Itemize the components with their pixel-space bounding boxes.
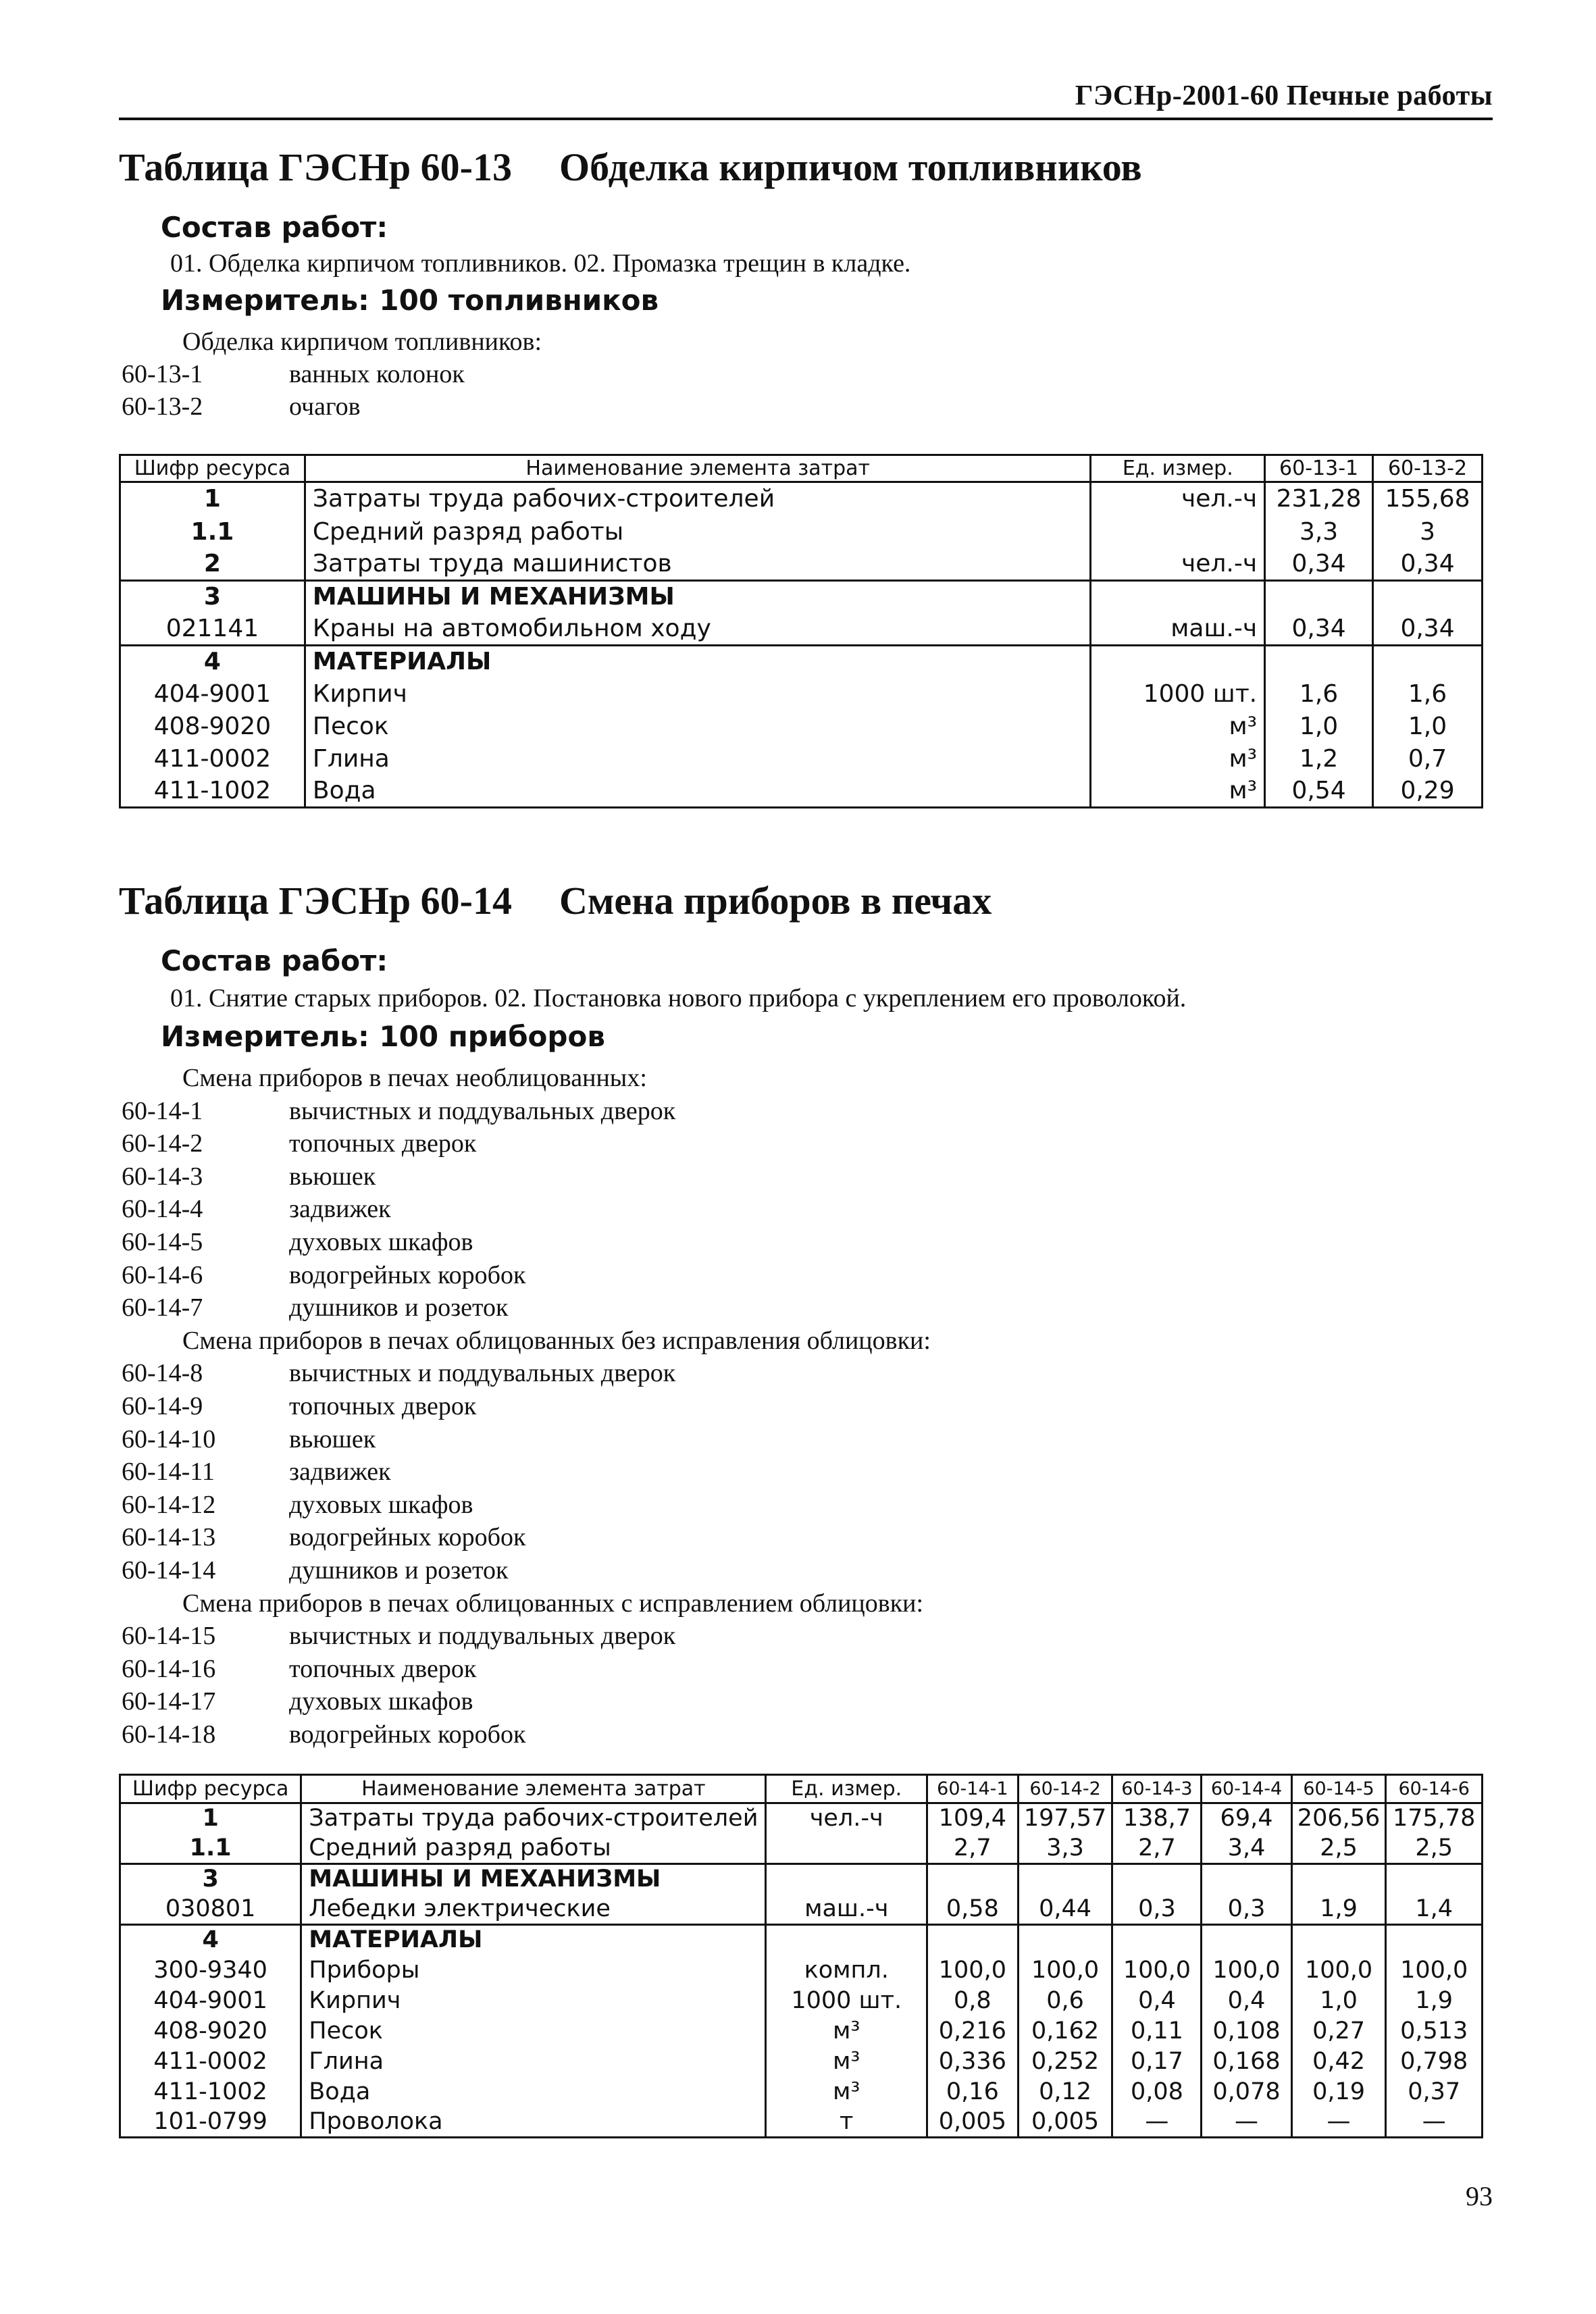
- table-row: [120, 775, 1483, 808]
- resource-name: Глина: [301, 2047, 766, 2077]
- resource-value: 3,3: [1265, 516, 1373, 548]
- column-header: Ед. измер.: [766, 1775, 927, 1803]
- list-item: [122, 1391, 476, 1421]
- list-item: [122, 1654, 476, 1684]
- list-item: [122, 1457, 391, 1487]
- list-item: [122, 1424, 376, 1454]
- resource-value: 138,7: [1112, 1803, 1202, 1834]
- resource-code: 1.1: [120, 1834, 301, 1864]
- resource-value: 1,2: [1265, 743, 1373, 775]
- table13-title: [119, 145, 1142, 190]
- table14-title: [119, 878, 992, 923]
- item-code: 60-14-12: [122, 1490, 216, 1519]
- resource-unit: т: [766, 2107, 927, 2138]
- resource-unit: м³: [766, 2077, 927, 2107]
- resource-value: 0,7: [1373, 743, 1483, 775]
- resource-value: [1265, 581, 1373, 613]
- resource-unit: [1091, 646, 1265, 678]
- resource-name: МАТЕРИАЛЫ: [305, 646, 1091, 678]
- resource-code: 404-9001: [120, 678, 305, 711]
- table13-item: [122, 392, 361, 421]
- resource-value: 0,42: [1291, 2047, 1386, 2077]
- table-row: [120, 548, 1483, 581]
- column-header: Ед. измер.: [1091, 455, 1265, 482]
- resource-value: [927, 1925, 1019, 1955]
- page-number: 93: [1466, 2181, 1493, 2211]
- list-item: [122, 1227, 473, 1257]
- item-code: 60-13-1: [122, 360, 203, 388]
- resource-name: Песок: [305, 711, 1091, 743]
- header-rule: [119, 118, 1493, 120]
- resource-value: 2,7: [927, 1834, 1019, 1864]
- resource-value: 0,34: [1373, 548, 1483, 581]
- resource-value: 0,58: [927, 1895, 1019, 1925]
- item-code: 60-14-1: [122, 1096, 203, 1125]
- resource-code: 1: [120, 482, 305, 516]
- resource-value: [1291, 1864, 1386, 1895]
- resource-value: 0,168: [1202, 2047, 1291, 2077]
- column-header: Наименование элемента затрат: [305, 455, 1091, 482]
- resource-value: 197,57: [1018, 1803, 1112, 1834]
- resource-value: [1112, 1925, 1202, 1955]
- resource-code: 3: [120, 581, 305, 613]
- resource-table-60-14: [119, 1774, 1483, 2138]
- resource-value: 0,798: [1386, 2047, 1483, 2077]
- item-code: 60-14-17: [122, 1687, 216, 1716]
- resource-value: 0,54: [1265, 775, 1373, 808]
- running-head: ГЭСНр-2001-60 Печные работы: [1075, 80, 1493, 111]
- list-item: [122, 1162, 376, 1191]
- resource-code: 411-1002: [120, 2077, 301, 2107]
- resource-name: Средний разряд работы: [301, 1834, 766, 1864]
- resource-name: Кирпич: [301, 1986, 766, 2016]
- table-header-row: [120, 1775, 1483, 1803]
- resource-name: Лебедки электрические: [301, 1895, 766, 1925]
- resource-value: 0,108: [1202, 2016, 1291, 2047]
- list-item: [122, 1129, 476, 1158]
- resource-code: 1: [120, 1803, 301, 1834]
- list-item: [122, 1522, 525, 1552]
- resource-value: 155,68: [1373, 482, 1483, 516]
- table14-sostav-label: Состав работ:: [161, 944, 388, 977]
- item-name: топочных дверок: [289, 1654, 477, 1683]
- resource-value: 100,0: [1386, 1955, 1483, 1986]
- resource-value: 100,0: [1291, 1955, 1386, 1986]
- resource-value: 0,4: [1112, 1986, 1202, 2016]
- resource-code: 411-1002: [120, 775, 305, 808]
- item-name: вычистных и поддувальных дверок: [289, 1622, 676, 1651]
- resource-value: [1112, 1864, 1202, 1895]
- resource-value: 0,12: [1018, 2077, 1112, 2107]
- item-name: душников и розеток: [289, 1293, 509, 1322]
- item-code: 60-14-18: [122, 1720, 216, 1749]
- column-header: 60-14-3: [1112, 1775, 1202, 1803]
- resource-table-60-13: [119, 454, 1483, 808]
- group-title: Смена приборов в печах облицованных с исправлением облицовки:: [182, 1589, 924, 1618]
- resource-name: Вода: [305, 775, 1091, 808]
- resource-value: 0,4: [1202, 1986, 1291, 2016]
- list-item: [122, 1555, 509, 1585]
- list-item: [122, 1260, 525, 1290]
- resource-value: 0,44: [1018, 1895, 1112, 1925]
- resource-unit: маш.-ч: [766, 1895, 927, 1925]
- resource-value: 0,162: [1018, 2016, 1112, 2047]
- resource-value: 100,0: [1112, 1955, 1202, 1986]
- resource-value: 2,5: [1291, 1834, 1386, 1864]
- resource-code: 408-9020: [120, 2016, 301, 2047]
- table-row: [120, 646, 1483, 678]
- item-code: 60-14-6: [122, 1260, 203, 1289]
- resource-code: 411-0002: [120, 743, 305, 775]
- item-code: 60-14-3: [122, 1162, 203, 1191]
- resource-value: [1373, 646, 1483, 678]
- resource-unit: [1091, 516, 1265, 548]
- table13-item: [122, 359, 465, 389]
- list-item: [122, 1293, 509, 1322]
- column-header: Наименование элемента затрат: [301, 1775, 766, 1803]
- column-header: Шифр ресурса: [120, 455, 305, 482]
- resource-value: —: [1291, 2107, 1386, 2138]
- resource-value: —: [1386, 2107, 1483, 2138]
- table14-title-name: Смена приборов в печах: [559, 879, 992, 923]
- table-row: [120, 2047, 1483, 2077]
- resource-unit: 1000 шт.: [1091, 678, 1265, 711]
- resource-value: 0,27: [1291, 2016, 1386, 2047]
- table13-group-title: Обделка кирпичом топливников:: [182, 328, 542, 356]
- resource-name: Приборы: [301, 1955, 766, 1986]
- resource-value: 100,0: [927, 1955, 1019, 1986]
- item-name: вычистных и поддувальных дверок: [289, 1359, 676, 1388]
- resource-value: [1386, 1925, 1483, 1955]
- resource-unit: [766, 1864, 927, 1895]
- item-name: водогрейных коробок: [289, 1720, 526, 1749]
- list-item: [122, 1096, 675, 1126]
- resource-value: 1,0: [1265, 711, 1373, 743]
- table-row: [120, 1925, 1483, 1955]
- resource-value: 3,4: [1202, 1834, 1291, 1864]
- resource-value: 175,78: [1386, 1803, 1483, 1834]
- item-code: 60-14-2: [122, 1129, 203, 1158]
- group-title: Смена приборов в печах необлицованных:: [182, 1064, 647, 1092]
- column-header: 60-14-4: [1202, 1775, 1291, 1803]
- resource-value: 1,6: [1373, 678, 1483, 711]
- table13-title-number: Таблица ГЭСНр 60-13: [119, 145, 512, 189]
- table14-izmeritel: Измеритель: 100 приборов: [161, 1020, 605, 1053]
- resource-name: Краны на автомобильном ходу: [305, 613, 1091, 646]
- resource-unit: [1091, 581, 1265, 613]
- resource-code: 300-9340: [120, 1955, 301, 1986]
- table-header-row: [120, 455, 1483, 482]
- resource-value: 0,078: [1202, 2077, 1291, 2107]
- resource-code: 3: [120, 1864, 301, 1895]
- resource-name: Песок: [301, 2016, 766, 2047]
- item-code: 60-14-11: [122, 1458, 215, 1487]
- resource-name: Затраты труда рабочих-строителей: [301, 1803, 766, 1834]
- resource-value: [1018, 1925, 1112, 1955]
- column-header: 60-13-1: [1265, 455, 1373, 482]
- resource-unit: м³: [766, 2016, 927, 2047]
- resource-name: Затраты труда рабочих-строителей: [305, 482, 1091, 516]
- item-code: 60-14-15: [122, 1622, 216, 1651]
- list-item: [122, 1194, 391, 1224]
- resource-value: 0,17: [1112, 2047, 1202, 2077]
- item-code: 60-14-13: [122, 1523, 216, 1552]
- item-name: вьюшек: [289, 1162, 376, 1191]
- resource-unit: м³: [1091, 711, 1265, 743]
- table14-sostav-text: 01. Снятие старых приборов. 02. Постановка нового прибора с укреплением его проволокой.: [170, 984, 1187, 1012]
- table13-sostav-label: Состав работ:: [161, 211, 388, 244]
- resource-unit: чел.-ч: [1091, 482, 1265, 516]
- table13-izmeritel: Измеритель: 100 топливников: [161, 284, 659, 317]
- item-name: водогрейных коробок: [289, 1523, 526, 1552]
- resource-value: 69,4: [1202, 1803, 1291, 1834]
- item-code: 60-14-14: [122, 1556, 216, 1585]
- resource-value: 231,28: [1265, 482, 1373, 516]
- resource-value: 0,29: [1373, 775, 1483, 808]
- table-row: [120, 613, 1483, 646]
- table-row: [120, 743, 1483, 775]
- table13-sostav-text: 01. Обделка кирпичом топливников. 02. Промазка трещин в кладке.: [170, 249, 911, 278]
- table-row: [120, 711, 1483, 743]
- resource-value: 0,3: [1202, 1895, 1291, 1925]
- item-name: задвижек: [289, 1458, 391, 1487]
- resource-value: 1,4: [1386, 1895, 1483, 1925]
- resource-value: 2,5: [1386, 1834, 1483, 1864]
- resource-unit: маш.-ч: [1091, 613, 1265, 646]
- resource-value: 0,513: [1386, 2016, 1483, 2047]
- resource-unit: 1000 шт.: [766, 1986, 927, 2016]
- resource-name: МАШИНЫ И МЕХАНИЗМЫ: [301, 1864, 766, 1895]
- group-title: Смена приборов в печах облицованных без исправления облицовки:: [182, 1326, 931, 1355]
- item-code: 60-14-7: [122, 1293, 203, 1322]
- resource-name: Кирпич: [305, 678, 1091, 711]
- table-row: [120, 516, 1483, 548]
- resource-value: 109,4: [927, 1803, 1019, 1834]
- resource-unit: [766, 1834, 927, 1864]
- table-row: [120, 1955, 1483, 1986]
- resource-value: 100,0: [1202, 1955, 1291, 1986]
- resource-value: 2,7: [1112, 1834, 1202, 1864]
- resource-value: [1373, 581, 1483, 613]
- resource-unit: [766, 1925, 927, 1955]
- table-row: [120, 1986, 1483, 2016]
- resource-value: —: [1112, 2107, 1202, 2138]
- table-row: [120, 2077, 1483, 2107]
- resource-code: 4: [120, 1925, 301, 1955]
- resource-unit: м³: [1091, 775, 1265, 808]
- table-row: [120, 678, 1483, 711]
- resource-value: [1386, 1864, 1483, 1895]
- resource-value: [1202, 1925, 1291, 1955]
- resource-value: 0,005: [927, 2107, 1019, 2138]
- resource-value: 0,34: [1265, 613, 1373, 646]
- list-item: [122, 1358, 675, 1388]
- item-name: очагов: [289, 392, 361, 421]
- column-header: 60-13-2: [1373, 455, 1483, 482]
- resource-code: 2: [120, 548, 305, 581]
- resource-name: МАТЕРИАЛЫ: [301, 1925, 766, 1955]
- list-item: [122, 1720, 525, 1749]
- resource-value: —: [1202, 2107, 1291, 2138]
- resource-value: 1,0: [1373, 711, 1483, 743]
- table-row: [120, 2107, 1483, 2138]
- table-row: [120, 482, 1483, 516]
- table-row: [120, 2016, 1483, 2047]
- resource-value: [927, 1864, 1019, 1895]
- item-name: вычистных и поддувальных дверок: [289, 1096, 676, 1125]
- resource-value: 0,3: [1112, 1895, 1202, 1925]
- resource-value: 206,56: [1291, 1803, 1386, 1834]
- resource-unit: м³: [1091, 743, 1265, 775]
- resource-value: 1,6: [1265, 678, 1373, 711]
- item-code: 60-14-8: [122, 1359, 203, 1388]
- list-item: [122, 1621, 675, 1651]
- resource-value: 0,005: [1018, 2107, 1112, 2138]
- item-name: ванных колонок: [289, 360, 465, 388]
- resource-name: Вода: [301, 2077, 766, 2107]
- resource-value: 0,34: [1373, 613, 1483, 646]
- resource-code: 4: [120, 646, 305, 678]
- item-name: вьюшек: [289, 1424, 376, 1454]
- resource-code: 021141: [120, 613, 305, 646]
- resource-value: [1291, 1925, 1386, 1955]
- resource-value: 100,0: [1018, 1955, 1112, 1986]
- resource-code: 030801: [120, 1895, 301, 1925]
- resource-value: 0,37: [1386, 2077, 1483, 2107]
- resource-value: 1,9: [1386, 1986, 1483, 2016]
- table-row: [120, 581, 1483, 613]
- resource-value: [1202, 1864, 1291, 1895]
- resource-unit: м³: [766, 2047, 927, 2077]
- item-code: 60-14-16: [122, 1654, 216, 1683]
- item-code: 60-14-9: [122, 1392, 203, 1420]
- resource-name: Проволока: [301, 2107, 766, 2138]
- resource-value: 0,216: [927, 2016, 1019, 2047]
- resource-name: Глина: [305, 743, 1091, 775]
- table-row: [120, 1834, 1483, 1864]
- list-item: [122, 1687, 473, 1716]
- resource-value: 0,252: [1018, 2047, 1112, 2077]
- resource-value: 0,6: [1018, 1986, 1112, 2016]
- column-header: 60-14-5: [1291, 1775, 1386, 1803]
- column-header: 60-14-6: [1386, 1775, 1483, 1803]
- table13-title-name: Обделка кирпичом топливников: [559, 145, 1142, 189]
- resource-code: 404-9001: [120, 1986, 301, 2016]
- item-name: задвижек: [289, 1195, 391, 1224]
- resource-unit: чел.-ч: [1091, 548, 1265, 581]
- resource-value: [1265, 646, 1373, 678]
- item-name: водогрейных коробок: [289, 1260, 526, 1289]
- table-row: [120, 1803, 1483, 1834]
- item-code: 60-13-2: [122, 392, 203, 421]
- resource-name: Средний разряд работы: [305, 516, 1091, 548]
- resource-value: 1,9: [1291, 1895, 1386, 1925]
- item-name: душников и розеток: [289, 1556, 509, 1585]
- resource-value: [1018, 1864, 1112, 1895]
- item-code: 60-14-5: [122, 1228, 203, 1256]
- table-row: [120, 1864, 1483, 1895]
- resource-value: 0,11: [1112, 2016, 1202, 2047]
- table14-title-number: Таблица ГЭСНр 60-14: [119, 879, 512, 923]
- column-header: 60-14-2: [1018, 1775, 1112, 1803]
- resource-value: 0,8: [927, 1986, 1019, 2016]
- resource-value: 3,3: [1018, 1834, 1112, 1864]
- resource-name: МАШИНЫ И МЕХАНИЗМЫ: [305, 581, 1091, 613]
- resource-value: 0,16: [927, 2077, 1019, 2107]
- resource-value: 3: [1373, 516, 1483, 548]
- item-name: духовых шкафов: [289, 1490, 473, 1519]
- resource-value: 0,08: [1112, 2077, 1202, 2107]
- resource-value: 1,0: [1291, 1986, 1386, 2016]
- item-name: духовых шкафов: [289, 1687, 473, 1716]
- resource-unit: компл.: [766, 1955, 927, 1986]
- resource-code: 1.1: [120, 516, 305, 548]
- resource-value: 0,34: [1265, 548, 1373, 581]
- resource-name: Затраты труда машинистов: [305, 548, 1091, 581]
- list-item: [122, 1490, 473, 1520]
- resource-code: 411-0002: [120, 2047, 301, 2077]
- resource-value: 0,19: [1291, 2077, 1386, 2107]
- resource-code: 101-0799: [120, 2107, 301, 2138]
- item-name: духовых шкафов: [289, 1228, 473, 1256]
- item-code: 60-14-10: [122, 1424, 216, 1454]
- item-name: топочных дверок: [289, 1129, 477, 1158]
- resource-value: 0,336: [927, 2047, 1019, 2077]
- resource-code: 408-9020: [120, 711, 305, 743]
- table-row: [120, 1895, 1483, 1925]
- item-name: топочных дверок: [289, 1392, 477, 1420]
- resource-unit: чел.-ч: [766, 1803, 927, 1834]
- column-header: Шифр ресурса: [120, 1775, 301, 1803]
- item-code: 60-14-4: [122, 1195, 203, 1224]
- column-header: 60-14-1: [927, 1775, 1019, 1803]
